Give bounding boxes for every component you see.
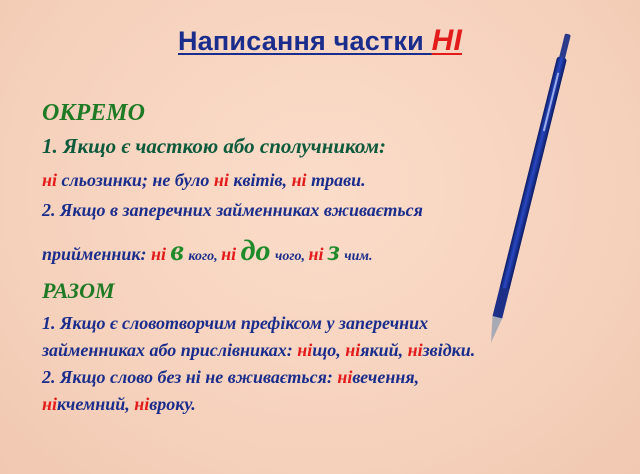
pen-icon xyxy=(483,32,576,346)
example-text: чого, xyxy=(275,249,309,264)
example-text: квітів, xyxy=(228,170,292,190)
example-word: вроку. xyxy=(149,394,196,414)
section-heading-razom: РАЗОМ xyxy=(42,278,115,303)
prefix-ni: ні xyxy=(42,394,57,414)
particle-ni: ні xyxy=(221,244,237,264)
preposition-do: до xyxy=(240,234,271,267)
particle-ni: ні xyxy=(213,170,229,190)
particle-ni: ні xyxy=(291,170,307,190)
title-particle: НІ xyxy=(431,24,462,57)
okremo-rule-1: 1. Якщо є часткою або сполучником: xyxy=(42,134,386,158)
example-text: 2. Якщо слово без ні не вживається: xyxy=(42,367,338,387)
example-word: що, xyxy=(312,340,346,360)
razom-rule-1-line-2 xyxy=(42,340,475,361)
prefix-ni: ні xyxy=(337,367,353,387)
example-text: трави. xyxy=(306,170,366,190)
page-title xyxy=(0,24,640,58)
razom-rule-2-line-2 xyxy=(42,394,196,415)
example-text: кого, xyxy=(188,249,222,264)
prefix-ni: ні xyxy=(345,340,361,360)
example-text: сльозинки; не було xyxy=(57,170,214,190)
okremo-example-1 xyxy=(42,170,366,191)
prefix-ni: ні xyxy=(134,394,150,414)
example-text: займенниках або прислівниках: xyxy=(42,340,298,360)
particle-ni: ні xyxy=(308,244,324,264)
section-heading-okremo: ОКРЕМО xyxy=(42,100,145,126)
okremo-rule-2: 2. Якщо в заперечних займенниках вживається xyxy=(42,200,423,220)
example-text: чим. xyxy=(344,249,373,264)
preposition-v: в xyxy=(170,234,184,267)
example-word: кчемний, xyxy=(57,394,135,414)
prefix-ni: ні xyxy=(407,340,423,360)
example-word: вечення, xyxy=(352,367,420,387)
particle-ni: ні xyxy=(42,170,57,190)
example-text: прийменник: xyxy=(42,244,151,264)
razom-rule-2-line-1 xyxy=(42,367,419,388)
preposition-z: з xyxy=(328,234,340,267)
title-main: Написання частки xyxy=(177,26,432,56)
example-word: звідки. xyxy=(422,340,476,360)
okremo-example-2 xyxy=(42,234,372,268)
razom-rule-1-line-1: 1. Якщо є словотворчим префіксом у заперечних xyxy=(42,313,429,333)
particle-ni: ні xyxy=(150,244,166,264)
example-word: який, xyxy=(360,340,408,360)
prefix-ni: ні xyxy=(297,340,313,360)
